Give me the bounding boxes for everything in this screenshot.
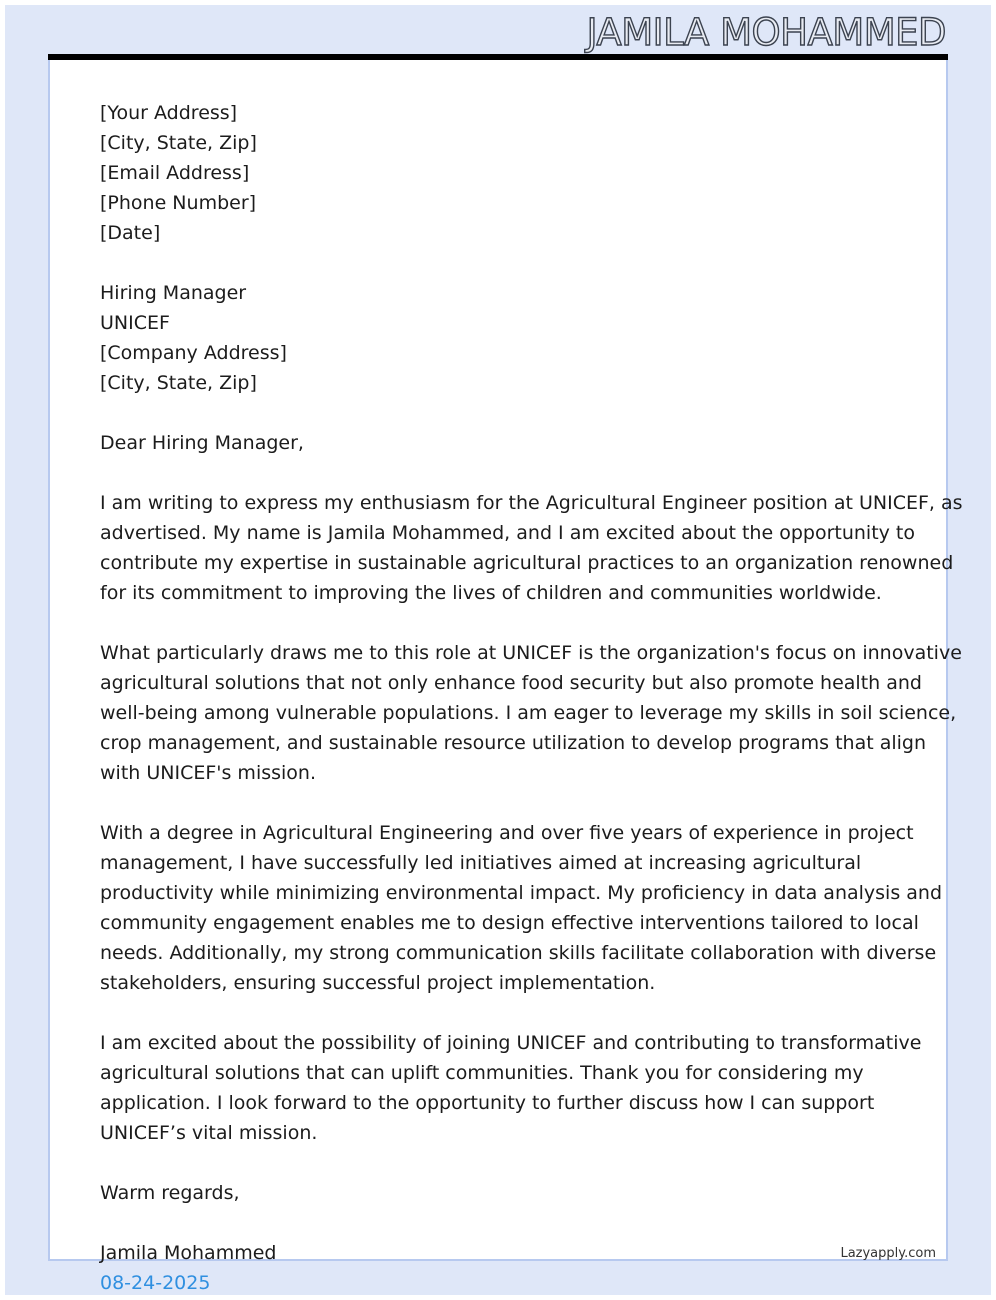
paragraph-4 bbox=[100, 1028, 922, 1148]
sender-phone: [Phone Number] bbox=[100, 192, 257, 214]
paragraph-line: needs. Additionally, my strong communication skills facilitate collaboration with diverse bbox=[100, 942, 937, 964]
paragraph-line: well-being among vulnerable populations. I am eager to leverage my skills in soil science, bbox=[100, 702, 957, 724]
sender-email: [Email Address] bbox=[100, 162, 250, 184]
paragraph-line: What particularly draws me to this role at UNICEF is the organization's focus on innovative bbox=[100, 642, 962, 664]
closing-block bbox=[100, 1178, 910, 1208]
recipient-title: Hiring Manager bbox=[100, 282, 247, 304]
closing: Warm regards, bbox=[100, 1182, 240, 1204]
letter-header-name: JAMILA MOHAMMED bbox=[586, 11, 946, 54]
signature-block bbox=[100, 1238, 910, 1298]
paragraph-line: agricultural solutions that not only enhance food security but also promote health and bbox=[100, 672, 922, 694]
recipient-company: UNICEF bbox=[100, 312, 170, 334]
paragraph-line: I am writing to express my enthusiasm for the Agricultural Engineer position at UNICEF, as bbox=[100, 492, 963, 514]
paragraph-line: productivity while minimizing environmental impact. My proficiency in data analysis and bbox=[100, 882, 943, 904]
sender-address: [Your Address] bbox=[100, 102, 238, 124]
recipient-block bbox=[100, 278, 910, 398]
paragraph-line: advertised. My name is Jamila Mohammed, and I am excited about the opportunity to bbox=[100, 522, 915, 544]
sender-city-state-zip: [City, State, Zip] bbox=[100, 132, 257, 154]
paragraph-line: crop management, and sustainable resource utilization to develop programs that align bbox=[100, 732, 927, 754]
paragraph-3 bbox=[100, 818, 943, 998]
sender-block bbox=[100, 98, 910, 248]
footer-date: 08-24-2025 bbox=[100, 1272, 211, 1294]
signature-name: Jamila Mohammed bbox=[100, 1242, 277, 1264]
paragraph-line: with UNICEF's mission. bbox=[100, 762, 317, 784]
paragraph-line: stakeholders, ensuring successful project implementation. bbox=[100, 972, 656, 994]
recipient-city-state-zip: [City, State, Zip] bbox=[100, 372, 257, 394]
watermark: Lazyapply.com bbox=[840, 1246, 936, 1261]
paragraph-line: community engagement enables me to design effective interventions tailored to local bbox=[100, 912, 919, 934]
paragraph-1 bbox=[100, 488, 963, 608]
paragraph-line: management, I have successfully led initiatives aimed at increasing agricultural bbox=[100, 852, 862, 874]
paragraph-line: UNICEF’s vital mission. bbox=[100, 1122, 318, 1144]
paragraph-line: application. I look forward to the opportunity to further discuss how I can support bbox=[100, 1092, 875, 1114]
paragraph-line: With a degree in Agricultural Engineering and over five years of experience in project bbox=[100, 822, 914, 844]
paragraph-line: contribute my expertise in sustainable agricultural practices to an organization renowned bbox=[100, 552, 954, 574]
paragraph-line: agricultural solutions that can uplift communities. Thank you for considering my bbox=[100, 1062, 864, 1084]
recipient-address: [Company Address] bbox=[100, 342, 287, 364]
paragraph-line: I am excited about the possibility of joining UNICEF and contributing to transformative bbox=[100, 1032, 922, 1054]
letter-body bbox=[100, 98, 963, 1298]
sender-date: [Date] bbox=[100, 222, 161, 244]
salutation: Dear Hiring Manager, bbox=[100, 432, 304, 454]
salutation-block bbox=[100, 428, 910, 458]
paragraph-2 bbox=[100, 638, 962, 788]
paragraph-line: for its commitment to improving the lives of children and communities worldwide. bbox=[100, 582, 882, 604]
